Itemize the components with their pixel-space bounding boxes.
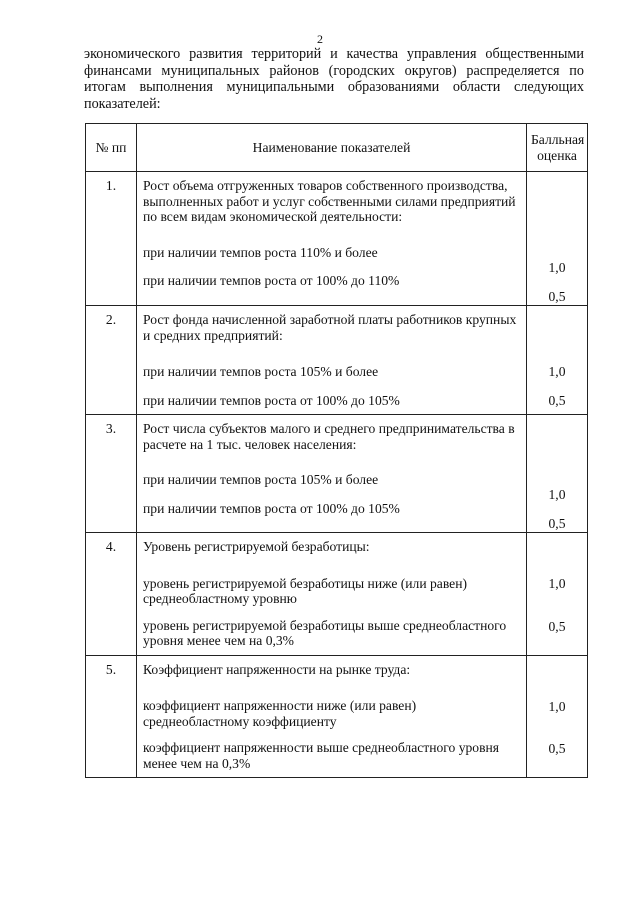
indicator-option: при наличии темпов роста от 100% до 110% (143, 273, 400, 288)
header-name: Наименование показателей (137, 124, 527, 172)
indicator-option: коэффициент напряженности ниже (или равен) среднеобластному коэффициенту (143, 698, 417, 729)
indicator-option: уровень регистрируемой безработицы выше среднеобластного уровня менее чем на 0,3% (143, 617, 507, 648)
indicator-option: уровень регистрируемой безработицы ниже (или равен) среднеобластному уровню (143, 575, 468, 606)
intro-line: показателей: (84, 95, 161, 112)
score-value: 1,0 (548, 364, 566, 379)
row-number: 3. (86, 415, 137, 533)
indicator-option: при наличии темпов роста 105% и более (143, 364, 379, 379)
score-value: 1,0 (548, 487, 566, 502)
score-value: 1,0 (548, 698, 566, 714)
table-row (86, 172, 588, 306)
indicator-title: Рост объема отгруженных товаров собственного производства, выполненных работ и услуг собственными силами предприятий по всем видам экономической деятельности: (143, 178, 516, 224)
intro-line: экономического развития территорий и качества управления общественными (84, 46, 584, 62)
indicator-option: коэффициент напряженности выше среднеобластного уровня менее чем на 0,3% (143, 740, 500, 771)
score-value: 0,5 (548, 741, 566, 756)
intro-paragraph (84, 46, 584, 112)
intro-line: финансами муниципальных районов (городских округов) распределяется по (84, 62, 584, 79)
table-row (86, 415, 588, 533)
page-number: 2 (317, 32, 323, 46)
row-number: 5. (86, 655, 137, 778)
table-row (86, 533, 588, 656)
score-value: 1,0 (548, 260, 566, 275)
indicator-cell (137, 533, 527, 656)
score-value: 0,5 (548, 392, 566, 408)
indicator-title: Коэффициент напряженности на рынке труда: (143, 661, 411, 677)
score-value: 0,5 (548, 288, 566, 304)
row-number: 2. (86, 306, 137, 415)
score-cell (527, 172, 588, 306)
indicator-cell (137, 172, 527, 306)
score-value: 1,0 (548, 576, 566, 591)
indicator-cell (137, 415, 527, 533)
score-cell (527, 655, 588, 778)
score-value: 0,5 (548, 515, 566, 531)
indicator-title: Рост фонда начисленной заработной платы работников крупных и средних предприятий: (143, 312, 517, 343)
header-score: Балльная оценка (527, 124, 588, 172)
indicator-title: Уровень регистрируемой безработицы: (143, 539, 370, 554)
indicator-title: Рост числа субъектов малого и среднего предпринимательства в расчете на 1 тыс. человек населения: (143, 421, 515, 452)
indicator-cell (137, 306, 527, 415)
indicator-option: при наличии темпов роста 110% и более (143, 244, 378, 260)
indicator-option: при наличии темпов роста от 100% до 105% (143, 392, 400, 408)
header-num: № пп (86, 124, 137, 172)
indicator-option: при наличии темпов роста 105% и более (143, 472, 379, 487)
score-cell (527, 533, 588, 656)
score-cell (527, 306, 588, 415)
row-number: 1. (86, 172, 137, 306)
intro-line: итогам выполнения муниципальными образованиями области следующих (84, 79, 584, 95)
indicator-cell (137, 655, 527, 778)
table-header-row (86, 124, 588, 172)
table-row (86, 306, 588, 415)
score-cell (527, 415, 588, 533)
row-number: 4. (86, 533, 137, 656)
indicator-option: при наличии темпов роста от 100% до 105% (143, 500, 400, 516)
indicators-table (85, 123, 588, 778)
score-value: 0,5 (548, 618, 566, 634)
table-row (86, 655, 588, 778)
